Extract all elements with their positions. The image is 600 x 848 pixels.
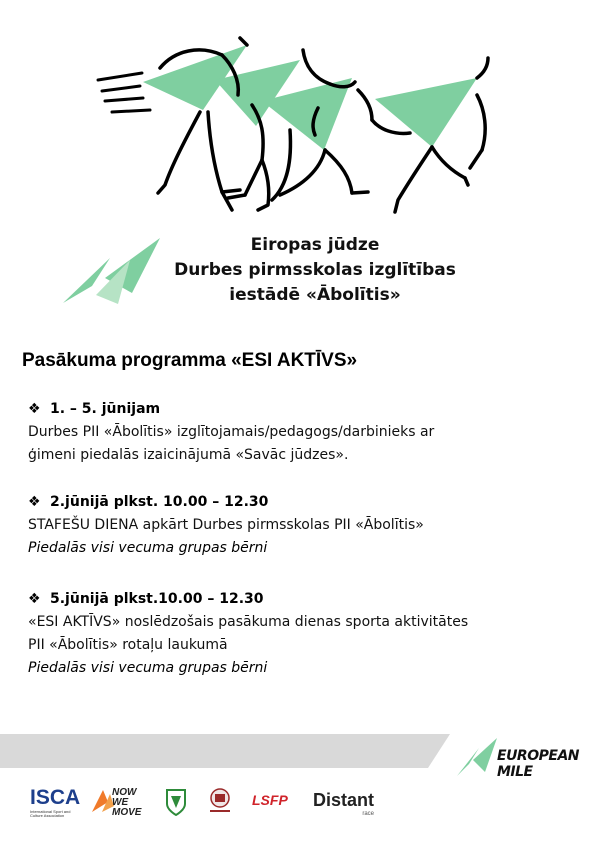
- ministry-crest-logo-icon: [205, 786, 235, 816]
- subtitle-line-3: iestādē «Ābolītis»: [229, 285, 401, 305]
- diamond-bullet-icon: ❖: [28, 591, 41, 607]
- program-item-2: [28, 491, 548, 560]
- european-mile-logo-icon: [455, 736, 497, 778]
- program-item-3: [28, 588, 548, 680]
- european-mile-brand: EUROPEAN MILE: [497, 748, 579, 780]
- lsfp-logo: LSFP: [252, 792, 288, 808]
- program-item-line: ģimeni piedalās izaicinājumā «Savāc jūdzes».: [28, 447, 349, 463]
- isca-logo: ISCA International Sport and Culture Association: [30, 786, 81, 818]
- program-item-line: PII «Ābolītis» rotaļu laukumā: [28, 637, 228, 653]
- subtitle-line-2: Durbes pirmsskolas izglītības: [174, 260, 456, 280]
- program-item-date: 2.jūnijā plkst. 10.00 – 12.30: [50, 494, 269, 510]
- program-item-line: STAFEŠU DIENA apkārt Durbes pirmsskolas PII «Ābolītis»: [28, 517, 424, 533]
- diamond-bullet-icon: ❖: [28, 494, 41, 510]
- subtitle-line-1: Eiropas jūdze: [250, 235, 380, 255]
- diamond-bullet-icon: ❖: [28, 401, 41, 417]
- runner-bodies: [143, 45, 477, 150]
- program-item-date: 1. – 5. jūnijam: [50, 401, 161, 417]
- program-item-line: Durbes PII «Ābolītis» izglītojamais/pedagogs/darbinieks ar: [28, 424, 435, 440]
- program-title: Pasākuma programma «ESI AKTĪVS»: [22, 350, 358, 371]
- program-item-note: Piedalās visi vecuma grupas bērni: [28, 540, 268, 556]
- event-subtitle: [150, 233, 480, 308]
- eiropas-judze-logo-mark: [60, 238, 160, 308]
- now-we-move-icon: [92, 790, 114, 812]
- program-item-date: 5.jūnijā plkst.10.00 – 12.30: [50, 591, 264, 607]
- program-item-1: [28, 398, 548, 467]
- speed-lines: [98, 73, 150, 112]
- lsfp-shield-logo-icon: [165, 788, 187, 816]
- distant-race-logo: Distant race: [313, 790, 375, 817]
- program-item-line: «ESI AKTĪVS» noslēdzošais pasākuma dienas sporta aktivitātes: [28, 614, 469, 630]
- program-item-note: Piedalās visi vecuma grupas bērni: [28, 660, 268, 676]
